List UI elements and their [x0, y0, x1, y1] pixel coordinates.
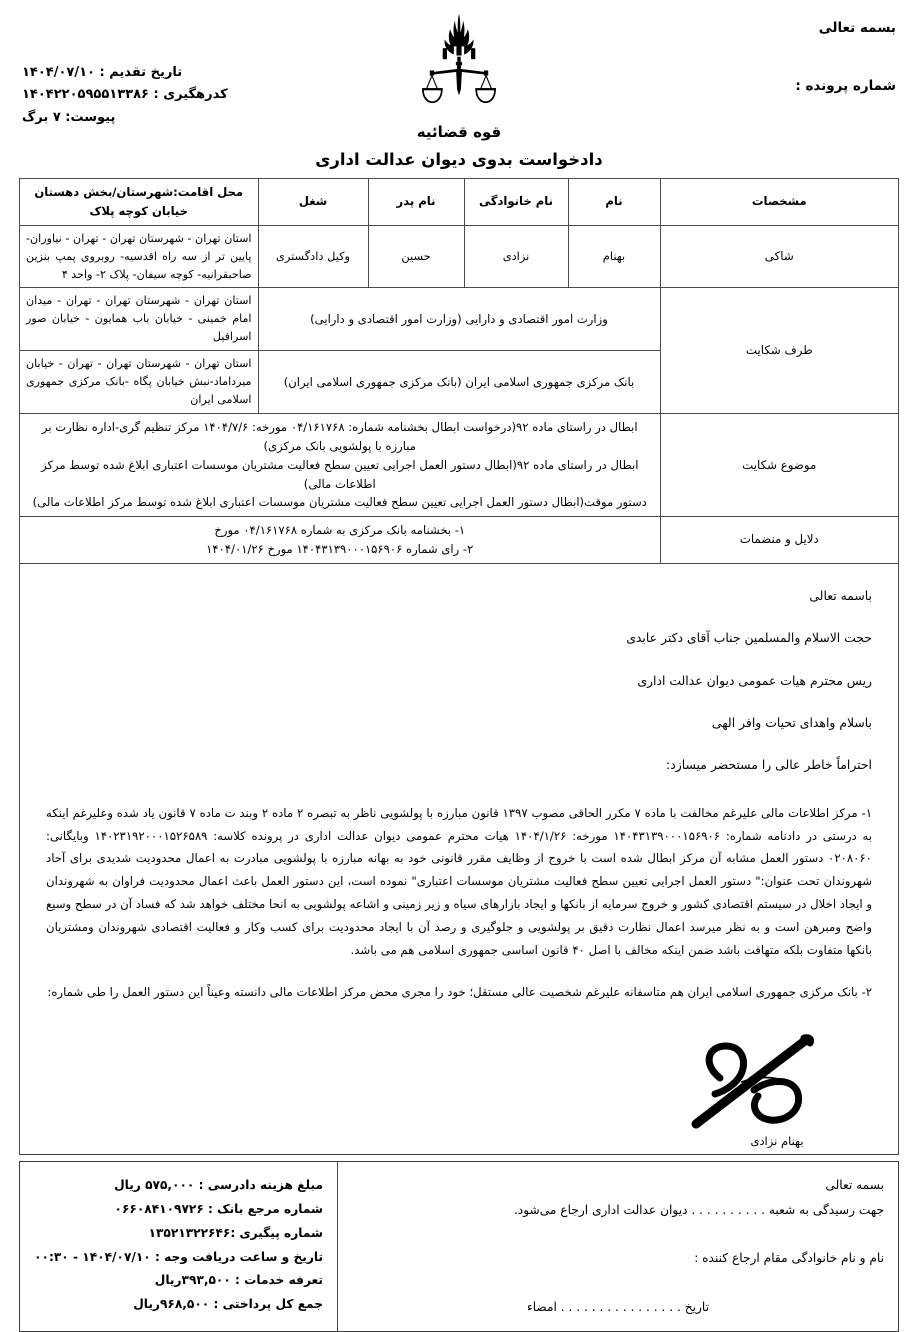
defendant-2-address: استان تهران - شهرستان تهران - تهران - خیابان میرداماد-نبش خیابان پگاه -بانک مرکزی جمهوری اسلامی ایران — [20, 351, 259, 414]
referral-block — [338, 1162, 898, 1331]
table-row-defendant-1 — [20, 288, 899, 351]
defendant-2-name: بانک مرکزی جمهوری اسلامی ایران (بانک مرکزی جمهوری اسلامی ایران) — [258, 351, 660, 414]
evidence-cell — [20, 517, 661, 564]
court-fee-amount: مبلغ هزینه دادرسی : ۵۷۵,۰۰۰ ریال — [114, 1178, 323, 1193]
evidence-line-1: ۱- بخشنامه بانک مرکزی به شماره ۰۴/۱۶۱۷۶۸ مورخ — [214, 523, 466, 538]
header-left-block — [0, 62, 290, 129]
signature-name: بهنام نزادی — [750, 1134, 804, 1149]
parties-table — [19, 178, 899, 564]
salutation-addressee: حجت الاسلام والمسلمین جناب آقای دکتر عابدی — [626, 630, 872, 646]
salutation-bismillah: باسمه تعالی — [809, 587, 872, 603]
letter-body — [19, 564, 899, 1156]
column-header-specifications: مشخصات — [660, 179, 899, 226]
salutation-opening: احتراماً خاطر عالی را مستحضر میسازد: — [666, 757, 872, 773]
row-label-plaintiff: شاکی — [660, 225, 899, 288]
payment-tracking-number: شماره پیگیری :۱۳۵۲۱۳۲۲۶۴۶ — [148, 1225, 323, 1240]
body-paragraph-2: ۲- بانک مرکزی جمهوری اسلامی ایران هم متاسفانه علیرغم شخصیت عالی مستقل؛ خود را مجری محض مرکز اطلاعات مالی دانسته وعیناً این دستور العمل را طی شماره: — [47, 985, 872, 1000]
salutation-position: ریس محترم هیات عمومی دیوان عدالت اداری — [637, 672, 872, 688]
attachment-count: پیوست: ۷ برگ — [22, 109, 116, 125]
subject-line-1: ابطال در راستای ماده ۹۲(درخواست ابطال بخشنامه شماره: ۰۴/۱۶۱۷۶۸ مورخه: ۱۴۰۴/۷/۶ مرکز تنظیم گری-اداره نظارت بر مبارزه با پولشویی بانک مرکزی) — [41, 420, 638, 454]
document-footer — [19, 1161, 899, 1332]
signature-block — [640, 1020, 872, 1148]
handwritten-signature-icon — [682, 1020, 872, 1132]
column-header-name: نام — [568, 179, 660, 226]
header-center-block — [249, 12, 669, 169]
row-label-defendant: طرف شکایت — [660, 288, 899, 414]
referral-branch-line: جهت رسیدگی به شعبه . . . . . . . . . . دیوان عدالت اداری ارجاع می‌شود. — [513, 1203, 884, 1218]
plaintiff-name: بهنام — [568, 225, 660, 288]
column-header-family: نام خانوادگی — [464, 179, 568, 226]
complaint-subject-cell — [20, 414, 661, 517]
defendant-1-name: وزارت امور اقتصادی و دارایی (وزارت امور اقتصادی و دارایی) — [258, 288, 660, 351]
column-header-father: نام پدر — [368, 179, 464, 226]
case-number-label: شماره پرونده : — [795, 78, 896, 95]
subject-line-3: دستور موقت(ابطال دستور العمل اجرایی تعیین سطح فعالیت مشتریان موسسات اعتباری ابلاغ شده توسط مرکز اطلاعات مالی) — [32, 495, 647, 510]
judiciary-title: قوه قضائیه — [416, 123, 502, 141]
table-row-subject — [20, 414, 899, 517]
document-title: دادخواست بدوی دیوان عدالت اداری — [315, 150, 603, 169]
document-header — [0, 0, 918, 178]
referral-date-signature-line: تاریخ . . . . . . . . . . . . . . . . امضاء — [526, 1299, 710, 1314]
subject-line-2: ابطال در راستای ماده ۹۲(ابطال دستور العمل اجرایی تعیین سطح فعالیت مشتریان موسسات اعتباری ابلاغ شده توسط مرکز اطلاعات مالی) — [41, 457, 639, 491]
total-paid-amount: جمع کل پرداختی : ۹۶۸,۵۰۰ریال — [133, 1297, 323, 1312]
referral-officer-name-label: نام و نام خانوادگی مقام ارجاع کننده : — [694, 1250, 884, 1265]
header-right-block — [795, 20, 896, 94]
salutation-greeting: باسلام واهدای تحیات وافر الهی — [711, 714, 872, 730]
submission-date: تاریخ تقدیم : ۱۴۰۴/۰۷/۱۰ — [22, 65, 183, 80]
plaintiff-job: وکیل دادگستری — [258, 225, 368, 288]
table-row-plaintiff — [20, 225, 899, 288]
plaintiff-family: نزادی — [464, 225, 568, 288]
payment-details-block — [20, 1162, 338, 1331]
defendant-1-address: استان تهران - شهرستان تهران - تهران - میدان امام خمینی - خیابان باب همایون - خیابان صور اسرافیل — [20, 288, 259, 351]
table-row-evidence — [20, 517, 899, 564]
column-header-address: محل اقامت:شهرستان/بخش دهستان خیابان کوچه پلاک — [20, 179, 259, 226]
service-tariff-amount: تعرفه خدمات : ۳۹۳,۵۰۰ریال — [154, 1273, 323, 1288]
body-paragraph-1: ۱- مرکز اطلاعات مالی علیرغم مخالفت با ماده ۷ مکرر الحاقی مصوب ۱۳۹۷ قانون مبارزه با پولشویی ناظر به تبصره ۲ ماده ۲ وبند ت ماده ۷ قانون یاد شده وعلیرغم اینکه به درستی در دادنامه شماره: ۱۴۰۴۳۱۳۹۰۰۰۱۵۶۹۰۶ مورخه: ۱۴۰۴/۱/۲۶ هیات محترم عمومی دیوان عدالت اداری در پرونده کلاسه: ۱۴۰۲۳۱۹۲۰۰۰۱۵۲۶۵۸۹ وبایگانی: ۰۲۰۸۰۶۰ دستور العمل مشابه آن مرکز ابطال شده است با خروج از وظایف مقرر قانونی خود به بهانه مبارزه با پولشویی مبادرت به اعمال محدودیت شدیدی برای آحاد شهروندان تحت عنوان:" دستور العمل اجرایی تعیین سطح فعالیت مشتریان موسسات اعتباری" نموده است، این دستور العمل باعث اعمال محدودیت فراوان به شهروندان و ایجاد اخلال در سیستم اقتصادی کشور و خروج سرمایه از بانکها و ایجاد بازارهای سیاه و زیر زمینی و اشاعه پولشویی به انحا مختلف خواهد شد که فساد آن در سطح وسیع واضح ومبرهن است و به نظر میرسد اعمال نظارت دقیق بر پولشویی و جلوگیری و رصد آن با ایجاد محدودیت برای کسب وکار و فعالیت اقتصادی شهروندان ومشتریان بانکها متفاوت بلکه متهافت باشد ضمن اینکه مخالف با اصل ۴۰ قانون اساسی جمهوری اسلامی هم می باشد. — [46, 805, 873, 957]
iran-emblem-scales-of-justice-icon — [416, 12, 502, 122]
bismillah-text: بسمه تعالی — [818, 20, 896, 36]
table-header-row — [20, 179, 899, 226]
evidence-line-2: ۲- رای شماره ۱۴۰۴۳۱۳۹۰۰۰۱۵۶۹۰۶ مورخ ۱۴۰۴/۰۱/۲۶ — [206, 541, 474, 556]
bank-reference-number: شماره مرجع بانک : ۰۶۶۰۸۴۱۰۹۷۲۶ — [114, 1202, 323, 1217]
row-label-subject: موضوع شکایت — [660, 414, 899, 517]
tracking-code: کدرهگیری : ۱۴۰۴۲۲۰۵۹۵۵۱۳۳۸۶ — [22, 87, 228, 103]
column-header-job: شغل — [258, 179, 368, 226]
plaintiff-address: استان تهران - شهرستان تهران - تهران - نیاوران- پایین تر از سه راه اقدسیه- روبروی پمپ بنزین صاحبقرانیه- کوچه سیفان- پلاک ۲- واحد ۴ — [20, 225, 259, 288]
referral-bismillah: بسمه تعالی — [825, 1178, 884, 1193]
payment-datetime: تاریخ و ساعت دریافت وجه : ۱۴۰۴/۰۷/۱۰ - ۰۰:۳۰ — [34, 1249, 323, 1264]
row-label-evidence: دلایل و منضمات — [660, 517, 899, 564]
plaintiff-father: حسین — [368, 225, 464, 288]
